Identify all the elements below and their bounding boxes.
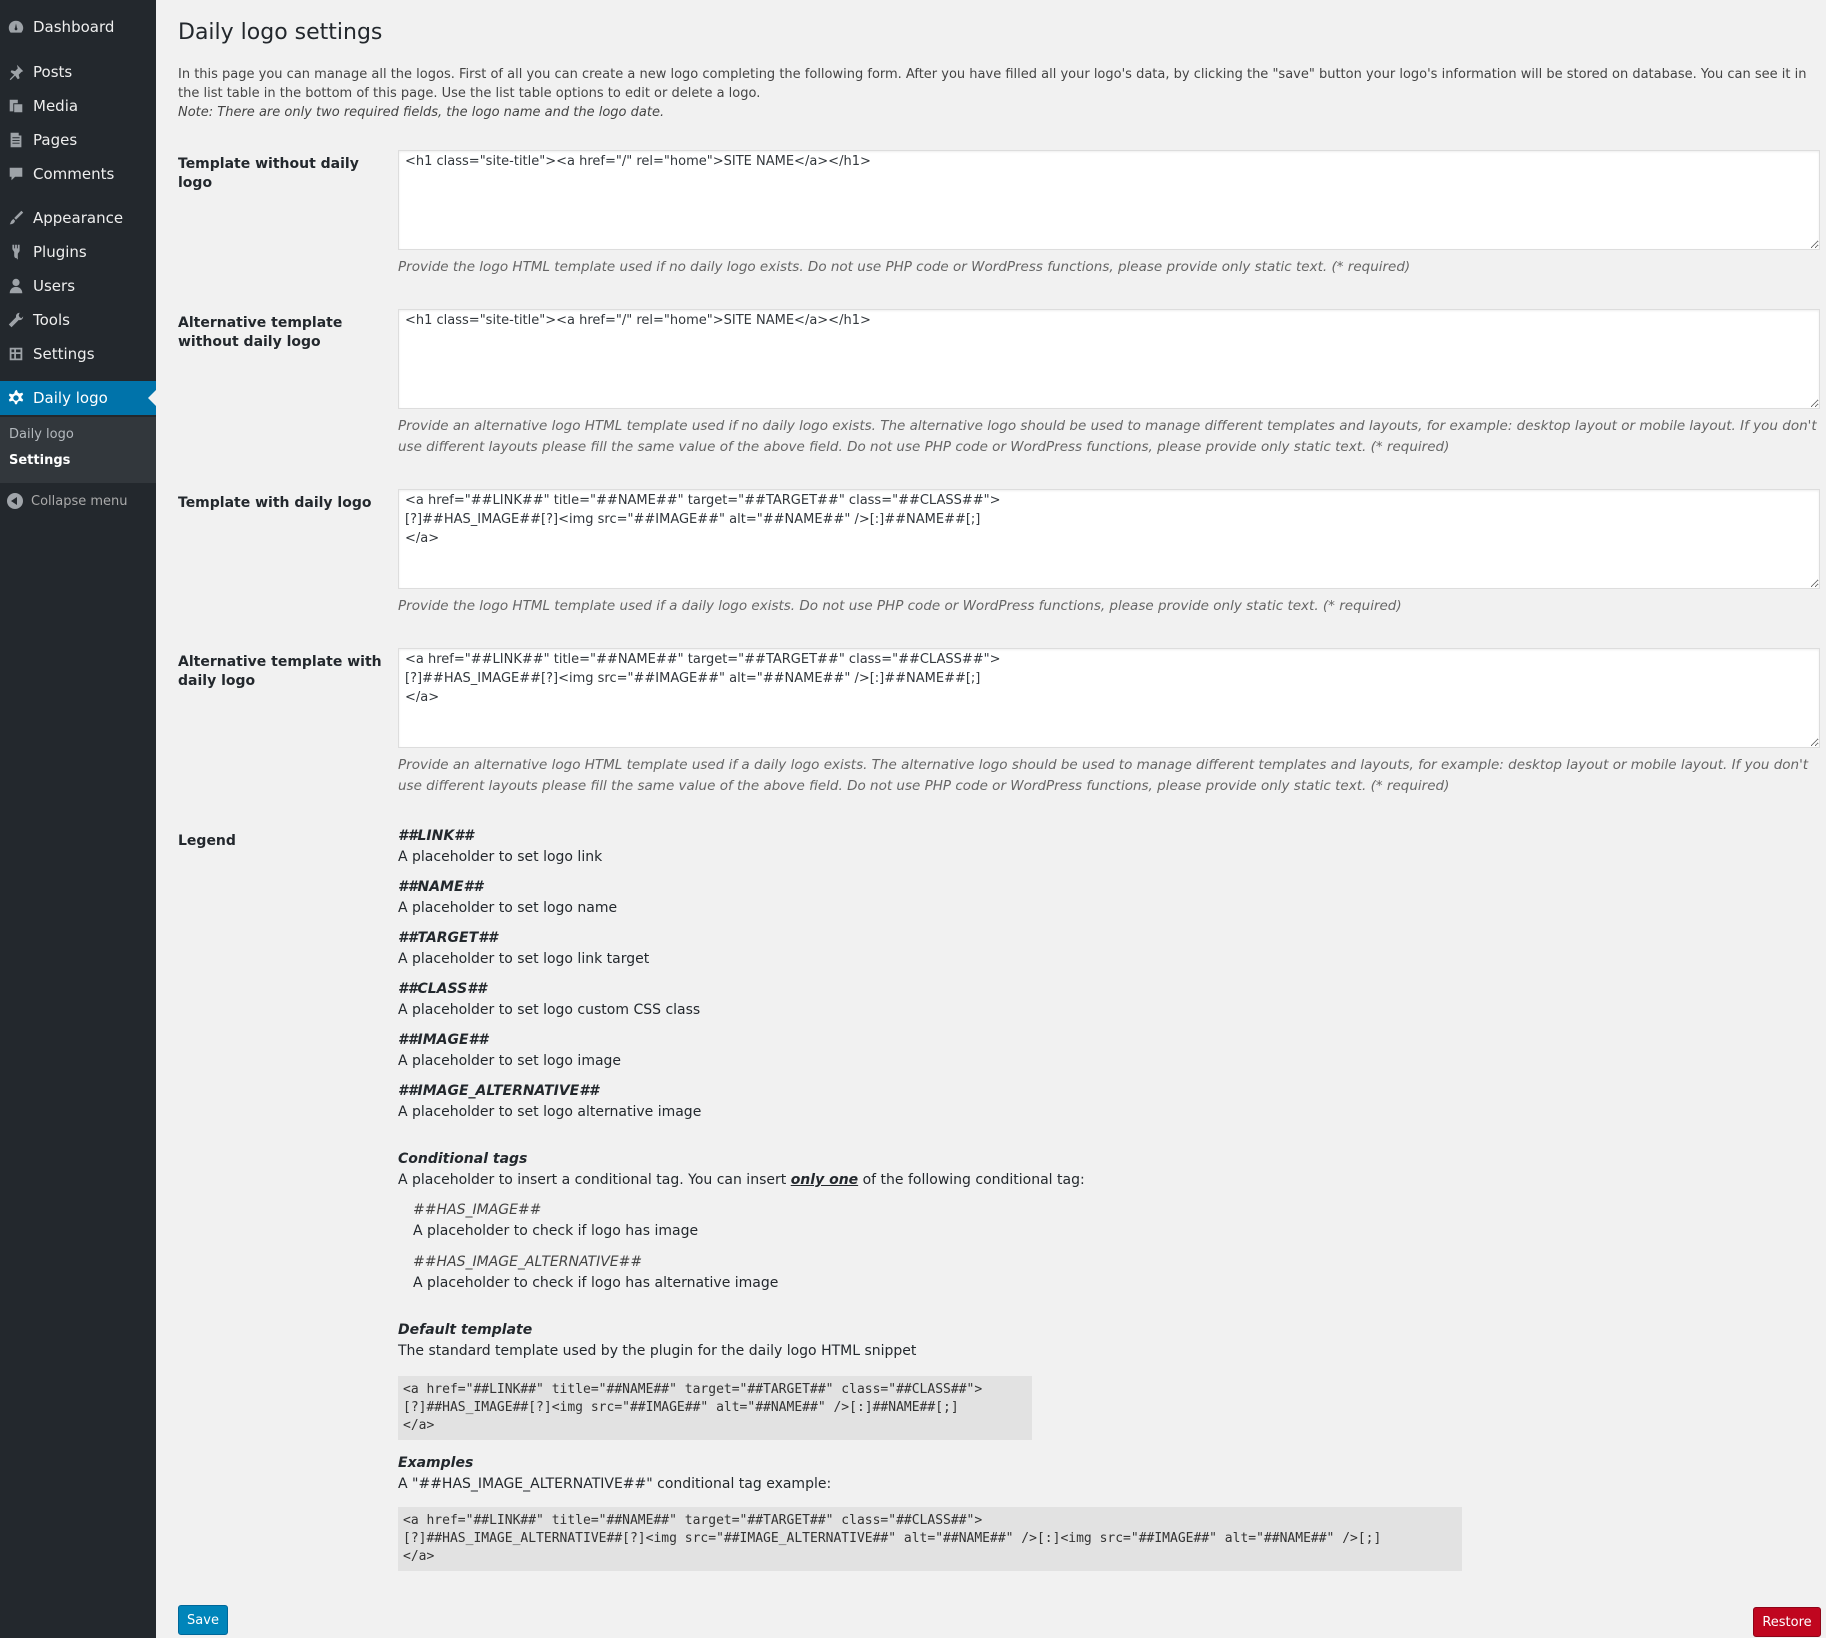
conditional-tags-desc xyxy=(398,1172,1085,1188)
admin-sidebar xyxy=(0,0,156,1638)
legend-term: ##NAME## xyxy=(398,879,484,895)
intro-text: In this page you can manage all the logos. First of all you can create a new logo completing the following form. After you have filled all your logo's data, by clicking the "save" button your logo's information will be stored on database. You can see it in the list table in the bottom of this page. Use the list table options to edit or delete a logo. xyxy=(178,67,1807,101)
examples-title: Examples xyxy=(398,1455,474,1471)
save-button[interactable]: Save xyxy=(178,1605,228,1635)
default-template-code: <a href="##LINK##" title="##NAME##" target="##TARGET##" class="##CLASS##"> [?]##HAS_IMAGE##[?]<img src="##IMAGE##" alt="##NAME##" />[:]##NAME##[;] </a> xyxy=(398,1376,1032,1440)
sidebar-item-label: Users xyxy=(33,277,76,295)
legend-desc: A placeholder to set logo link xyxy=(398,849,603,865)
collapse-menu-button[interactable] xyxy=(0,490,128,512)
field-description: Provide the logo HTML template used if no daily logo exists. Do not use PHP code or WordPress functions, please provide only static text. (* required) xyxy=(398,259,1411,275)
alt-template-with-logo-textarea[interactable] xyxy=(398,648,1820,748)
examples-desc: A "##HAS_IMAGE_ALTERNATIVE##" conditional tag example: xyxy=(398,1476,832,1492)
default-template-title: Default template xyxy=(398,1322,533,1338)
sidebar-item-plugins[interactable] xyxy=(0,235,156,269)
field-label-template-with-logo: Template with daily logo xyxy=(178,495,372,511)
legend-desc: A placeholder to set logo image xyxy=(398,1053,622,1069)
conditional-tag-term: ##HAS_IMAGE## xyxy=(413,1202,542,1218)
sidebar-item-daily-logo[interactable] xyxy=(0,381,156,415)
pages-icon xyxy=(6,130,26,150)
field-description: Provide the logo HTML template used if a daily logo exists. Do not use PHP code or WordPress functions, please provide only static text. (* required) xyxy=(398,598,1402,614)
sidebar-item-comments[interactable] xyxy=(0,157,156,191)
collapse-menu-label: Collapse menu xyxy=(31,493,128,509)
settings-icon xyxy=(6,344,26,364)
default-template-desc: The standard template used by the plugin for the daily logo HTML snippet xyxy=(398,1343,917,1359)
field-label-alt-template-with-logo: Alternative template with daily logo xyxy=(178,654,382,689)
intro-note: Note: There are only two required fields, the logo name and the logo date. xyxy=(178,105,665,120)
user-icon xyxy=(6,276,26,296)
sidebar-item-dashboard[interactable] xyxy=(0,10,156,44)
sidebar-item-media[interactable] xyxy=(0,89,156,123)
template-without-logo-textarea[interactable] xyxy=(398,150,1820,250)
sidebar-item-label: Tools xyxy=(33,311,70,329)
page-intro xyxy=(178,65,1818,122)
legend-term: ##TARGET## xyxy=(398,930,498,946)
legend-term: ##IMAGE_ALTERNATIVE## xyxy=(398,1083,599,1099)
sidebar-item-settings[interactable] xyxy=(0,337,156,371)
sidebar-item-pages[interactable] xyxy=(0,123,156,157)
legend-desc: A placeholder to set logo alternative image xyxy=(398,1104,702,1120)
conditional-desc-emphasis: only one xyxy=(790,1172,859,1188)
examples-code: <a href="##LINK##" title="##NAME##" target="##TARGET##" class="##CLASS##"> [?]##HAS_IMAGE_ALTERNATIVE##[?]<img src="##IMAGE_ALTERNATIVE##" alt="##NAME##" />[:]<img src="##IMAGE##" alt="##NAME##" />[;] </a> xyxy=(398,1507,1462,1571)
page-title: Daily logo settings xyxy=(178,20,383,45)
legend-term: ##IMAGE## xyxy=(398,1032,488,1048)
sidebar-item-appearance[interactable] xyxy=(0,201,156,235)
legend-term: ##CLASS## xyxy=(398,981,487,997)
media-icon xyxy=(6,96,26,116)
sidebar-item-label: Media xyxy=(33,97,79,115)
sidebar-item-label: Appearance xyxy=(33,209,124,227)
submenu-item-daily-logo[interactable]: Daily logo xyxy=(9,427,74,442)
sidebar-item-label: Plugins xyxy=(33,243,87,261)
conditional-tags-title: Conditional tags xyxy=(398,1151,528,1167)
conditional-tag-desc: A placeholder to check if logo has image xyxy=(413,1223,699,1239)
dashboard-icon xyxy=(6,17,26,37)
sidebar-item-posts[interactable] xyxy=(0,55,156,89)
restore-button[interactable]: Restore xyxy=(1753,1607,1821,1637)
template-with-logo-textarea[interactable] xyxy=(398,489,1820,589)
brush-icon xyxy=(6,208,26,228)
wrench-icon xyxy=(6,310,26,330)
field-description: Provide an alternative logo HTML template used if a daily logo exists. The alternative logo should be used to manage different templates and layouts, for example: desktop layout or mobile layout. If you don't use different layouts please fill the same value of the above field. Do not use PHP code or WordPress functions, please provide only static text. (* required) xyxy=(398,757,1809,794)
field-description: Provide an alternative logo HTML template used if no daily logo exists. The alternative logo should be used to manage different templates and layouts, for example: desktop layout or mobile layout. If you don't use different layouts please fill the same value of the above field. Do not use PHP code or WordPress functions, please provide only static text. (* required) xyxy=(398,418,1817,455)
sidebar-item-label: Settings xyxy=(33,345,95,363)
legend-term: ##LINK## xyxy=(398,828,474,844)
collapse-arrow-icon xyxy=(7,493,23,509)
legend-desc: A placeholder to set logo name xyxy=(398,900,618,916)
conditional-tag-desc: A placeholder to check if logo has alternative image xyxy=(413,1275,779,1291)
gear-icon xyxy=(6,388,26,408)
sidebar-item-label: Daily logo xyxy=(33,389,108,407)
legend-desc: A placeholder to set logo link target xyxy=(398,951,650,967)
alt-template-without-logo-textarea[interactable] xyxy=(398,309,1820,409)
conditional-tag-term: ##HAS_IMAGE_ALTERNATIVE## xyxy=(413,1254,643,1270)
field-label-template-without-logo: Template without daily logo xyxy=(178,156,359,191)
conditional-desc-before: A placeholder to insert a conditional tag. You can insert xyxy=(398,1172,791,1188)
daily-logo-submenu xyxy=(0,417,156,483)
pin-icon xyxy=(6,62,26,82)
sidebar-item-label: Comments xyxy=(33,165,115,183)
sidebar-item-label: Posts xyxy=(33,63,73,81)
sidebar-item-label: Pages xyxy=(33,131,78,149)
legend-desc: A placeholder to set logo custom CSS class xyxy=(398,1002,701,1018)
legend-label: Legend xyxy=(178,833,236,849)
conditional-desc-after: of the following conditional tag: xyxy=(858,1172,1085,1188)
sidebar-item-users[interactable] xyxy=(0,269,156,303)
sidebar-item-label: Dashboard xyxy=(33,18,115,36)
comment-icon xyxy=(6,164,26,184)
plugin-icon xyxy=(6,242,26,262)
field-label-alt-template-without-logo: Alternative template without daily logo xyxy=(178,315,343,350)
submenu-item-settings[interactable]: Settings xyxy=(9,453,71,468)
sidebar-item-tools[interactable] xyxy=(0,303,156,337)
